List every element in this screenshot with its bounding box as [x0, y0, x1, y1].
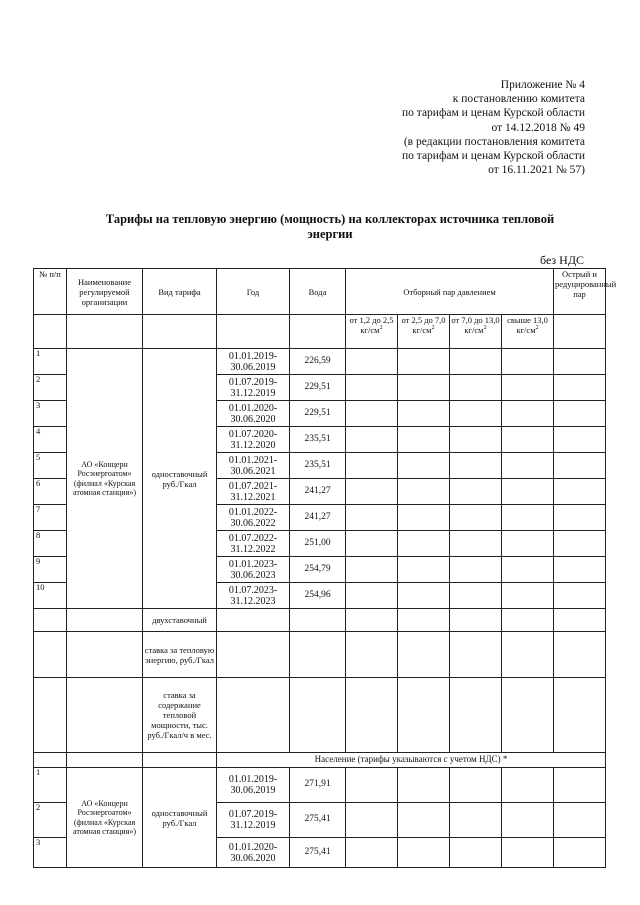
appendix-line: к постановлению комитета — [452, 93, 585, 106]
appendix-block — [300, 78, 585, 177]
tariff-one-rate: одноставочный руб./Гкал — [143, 349, 217, 609]
tariff-two-rate: двухставочный — [143, 609, 217, 632]
steam-range-1: от 1,2 до 2,5 $кг/см^2$ — [346, 315, 398, 349]
table-row: 3 01.01.2020-30.06.2020 229,51 — [34, 401, 606, 427]
subheader-row — [34, 315, 606, 349]
population-header: Население (тарифы указываются с учетом НДС) * — [217, 753, 606, 768]
appendix-line: по тарифам и ценам Курской области — [402, 150, 585, 163]
document-title: Тарифы на тепловую энергию (мощность) на коллекторах источника тепловой энергии — [105, 212, 555, 241]
steam-range-3: от 7,0 до 13,0 $кг/см^2$ — [450, 315, 502, 349]
vat-note: без НДС — [540, 253, 585, 267]
table-row: 8 01.07.2022-31.12.2022 251,00 — [34, 531, 606, 557]
appendix-line: (в редакции постановления комитета — [403, 135, 585, 148]
table-row: 10 01.07.2023-31.12.2023 254,96 — [34, 583, 606, 609]
rate-heat: ставка за тепловую энергию, руб./Гкал — [143, 632, 217, 678]
appendix-line: от 14.12.2018 № 49 — [491, 121, 585, 134]
steam-range-2: от 2,5 до 7,0 $кг/см^2$ — [398, 315, 450, 349]
table-row: 7 01.01.2022-30.06.2022 241,27 — [34, 505, 606, 531]
population-header-row — [34, 753, 606, 768]
rate-capacity-row — [34, 678, 606, 753]
rate-capacity: ставка за содержание тепловой мощности, тыс. руб./Гкал/ч в мес. — [143, 678, 217, 753]
table-row: 3 01.01.2020-30.06.2020 275,41 — [34, 838, 606, 868]
org-name: АО «Концерн Росэнергоатом» (филиал «Курская атомная станция») — [67, 349, 143, 609]
header-row — [34, 269, 606, 315]
two-rate-row — [34, 609, 606, 632]
appendix-line: по тарифам и ценам Курской области — [402, 107, 585, 120]
table-row: 9 01.01.2023-30.06.2023 254,79 — [34, 557, 606, 583]
table-row: 4 01.07.2020-31.12.2020 235,51 — [34, 427, 606, 453]
table-row: 2 01.07.2019-31.12.2019 275,41 — [34, 803, 606, 838]
tariff-one-rate-population: одноставочный руб./Гкал — [143, 768, 217, 868]
appendix-line: Приложение № 4 — [500, 79, 585, 91]
appendix-line: от 16.11.2021 № 57) — [488, 164, 585, 177]
table-row: 2 01.07.2019-31.12.2019 229,51 — [34, 375, 606, 401]
header-live-steam: Острый и редуцированный пар — [554, 269, 606, 315]
header-org: Наименование регулируемой организации — [67, 269, 143, 315]
table-row: 5 01.01.2021-30.06.2021 235,51 — [34, 453, 606, 479]
table-row: 1 АО «Концерн Росэнергоатом» (филиал «Курская атомная станция») одноставочный руб./Гкал 01.01.2019-30.06.2019 271,91 — [34, 768, 606, 803]
steam-range-4: свыше 13,0 $кг/см^2$ — [502, 315, 554, 349]
tariff-table — [33, 268, 617, 868]
table-row: 6 01.07.2021-31.12.2021 241,27 — [34, 479, 606, 505]
header-tariff-type: Вид тарифа — [143, 269, 217, 315]
header-steam: Отборный пар давлением — [346, 269, 554, 315]
rate-heat-row — [34, 632, 606, 678]
table-row: 1 АО «Концерн Росэнергоатом» (филиал «Курская атомная станция») одноставочный руб./Гкал 01.01.2019-30.06.2019 226,59 — [34, 349, 606, 375]
org-name-population: АО «Концерн Росэнергоатом» (филиал «Курская атомная станция») — [67, 768, 143, 868]
header-water: Вода — [290, 269, 346, 315]
header-year: Год — [217, 269, 290, 315]
header-num: № п/п — [34, 269, 67, 315]
